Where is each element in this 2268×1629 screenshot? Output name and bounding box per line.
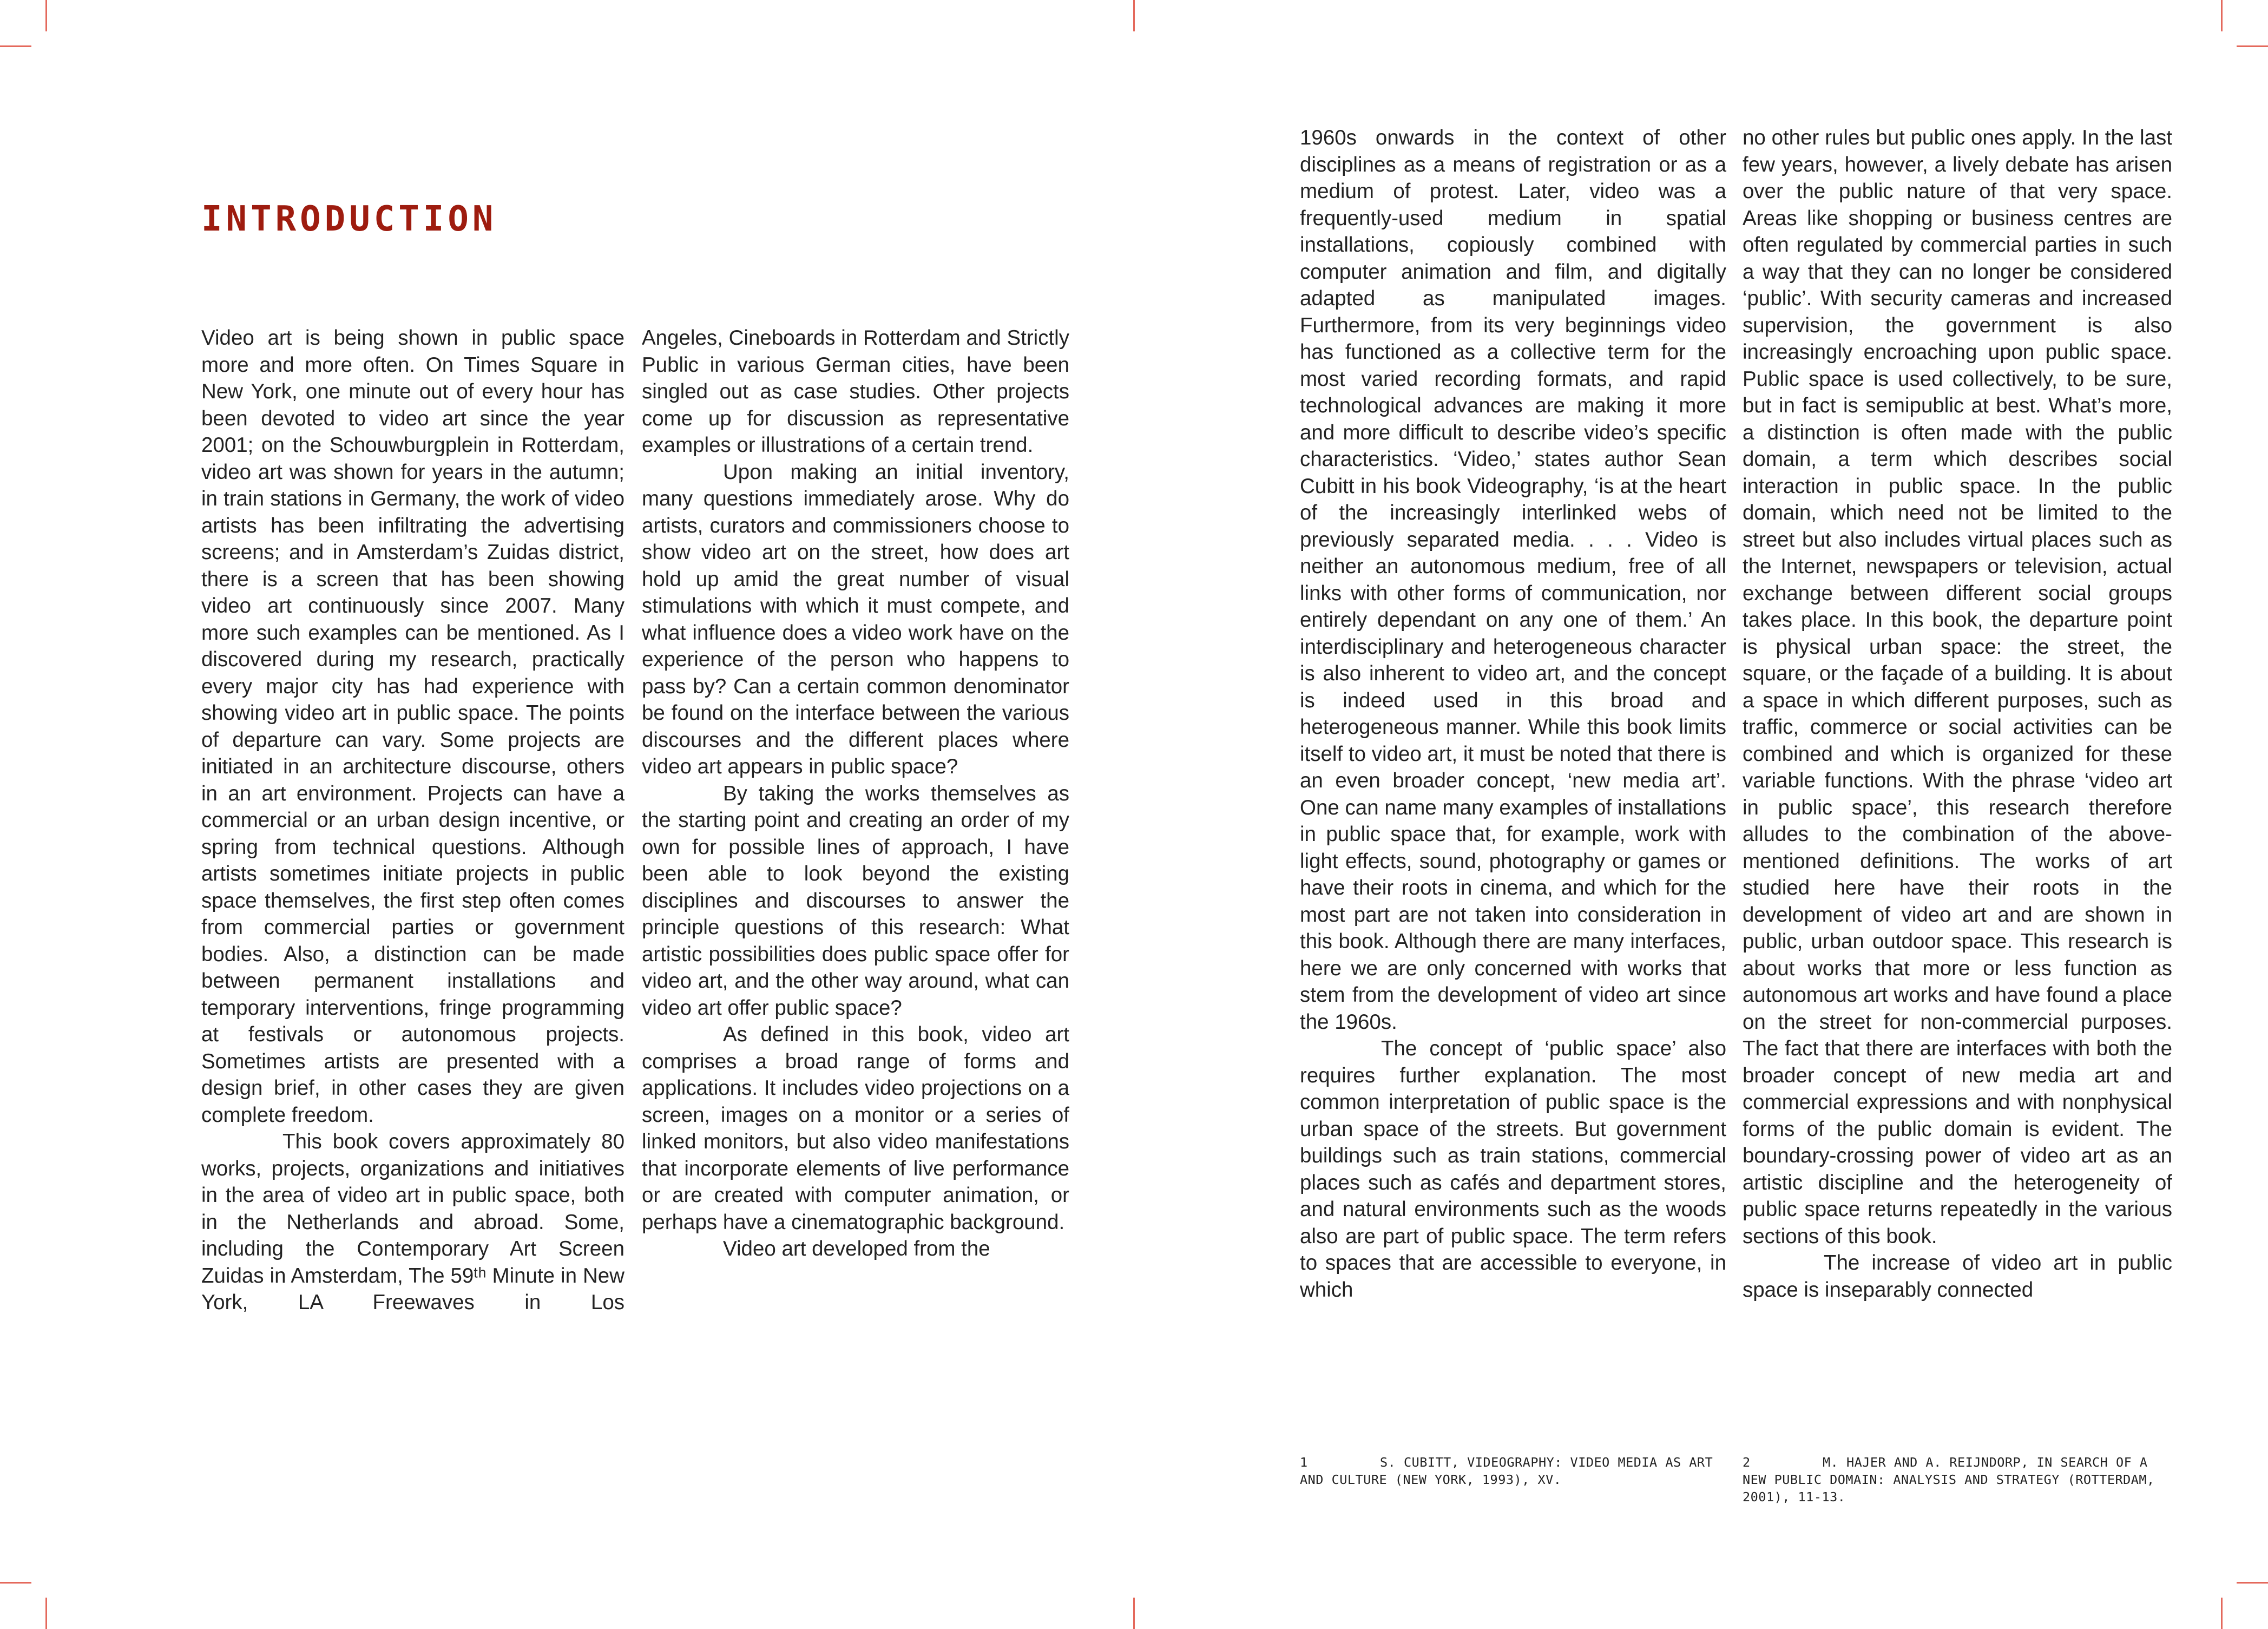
- text-column-left-2: [642, 325, 1069, 1263]
- paragraph: The increase of video art in public space is inseparably connected: [1743, 1251, 2172, 1302]
- paragraph: By taking the works themselves as the starting point and creating an order of my own for possible lines of approach, I have been able to look beyond the existing disciplines and discourses to answer the principle questions of this research: What artistic possibilities does public space offer for video art, and the other way around, what can video art offer public space?: [642, 781, 1069, 1020]
- paragraph: Angeles, Cineboards in Rotterdam and Strictly Public in various German cities, have been singled out as case studies. Other projects come up for discussion as representative examples or illustrations of a certain trend.: [642, 326, 1069, 457]
- footnote-1: [1300, 1454, 1726, 1488]
- paragraph: Video art developed from the: [723, 1237, 990, 1260]
- paragraph: Video art is being shown in public space more and more often. On Times Square in New York, one minute out of every hour has been devoted to video art since the year 2001; on the Schouwburgplein in Rotterdam, video art was shown for years in the autumn; in train stations in Germany, the work of video artists has been infiltrating the advertising screens; and in Amsterdam’s Zuidas district, there is a screen that has been showing video art continuously since 2007. Many more such examples can be mentioned. As I discovered during my research, practically every major city has had experience with showing video art in public space. The points of departure can vary. Some projects are initiated in an architecture discourse, others in an art environment. Projects can have a commercial or an urban design incentive, or spring from technical questions. Although artists sometimes initiate projects in public space themselves, the first step often comes from commercial parties or government bodies. Also, a distinction can be made between permanent installations and temporary interventions, fringe programming at festivals or autonomous projects. Sometimes artists are presented with a design brief, in other cases they are given complete freedom.: [201, 326, 624, 1127]
- text-column-right-2: [1743, 124, 2172, 1303]
- paragraph: Upon making an initial inventory, many questions immediately arose. Why do artists, curators and commissioners choose to show video art on the street, how does art hold up amid the great number of visual stimulations with which it must compete, and what influence does a video work have on the experience of the person who happens to pass by? Can a certain common denominator be found on the interface between the various discourses and the different places where video art appears in public space?: [642, 460, 1069, 778]
- chapter-title: INTRODUCTION: [201, 199, 497, 239]
- footnote-text: S. CUBITT, VIDEOGRAPHY: VIDEO MEDIA AS ART AND CULTURE (NEW YORK, 1993), XV.: [1300, 1455, 1713, 1487]
- text-column-right-1: [1300, 124, 1726, 1303]
- paragraph: 1960s onwards in the context of other disciplines as a means of registration or as a medium of protest. Later, video was a frequently-used medium in spatial installations, copiously combined with computer animation and film, and digitally adapted as manipulated images. Furthermore, from its very beginnings video has functioned as a collective term for the most varied recording formats, and rapid technological advances are making it more and more difficult to describe video’s specific characteristics. ‘Video,’ states author Sean Cubitt in his book Videography, ‘is at the heart of the increasingly interlinked webs of previously separated media. . . . Video is neither an autonomous medium, free of all links with other forms of communication, nor entirely dependant on any one of them.’ An interdisciplinary and heterogeneous character is also inherent to video art, and the concept is indeed used in this broad and heterogeneous manner. While this book limits itself to video art, it must be noted that there is an even broader concept, ‘new media art’. One can name many examples of installations in public space that, for example, work with light effects, sound, photography or games or have their roots in cinema, and which for the most part are not taken into consideration in this book. Although there are many interfaces, here we are only concerned with works that stem from the development of video art since the 1960s.: [1300, 126, 1726, 1034]
- footnote-number: 1: [1300, 1455, 1308, 1470]
- footnote-text: M. HAJER AND A. REIJNDORP, IN SEARCH OF A NEW PUBLIC DOMAIN: ANALYSIS AND STRATEGY (ROTTERDAM, 2001), 11-13.: [1743, 1455, 2155, 1505]
- text-column-left-1: [201, 325, 624, 1316]
- page-right: [1134, 0, 2268, 1629]
- footnote-number: 2: [1743, 1455, 1751, 1470]
- paragraph: The concept of ‘public space’ also requires further explanation. The most common interpretation of public space is the urban space of the streets. But government buildings such as train stations, commercial places such as cafés and department stores, and natural environments such as the woods also are part of public space. The term refers to spaces that are accessible to everyone, in which: [1300, 1037, 1726, 1302]
- paragraph: no other rules but public ones apply. In the last few years, however, a lively debate has arisen over the public nature of that very space. Areas like shopping or business centres are often regulated by commercial parties in such a way that they can no longer be considered ‘public’. With security cameras and increased supervision, the government is also increasingly encroaching upon public space. Public space is used collectively, to be sure, but in fact is semipublic at best. What’s more, a distinction is often made with the public domain, a term which describes social interaction in public space. In the public domain, which need not be limited to the street but also includes virtual places such as the Internet, newspapers or television, actual exchange between different social groups takes place. In this book, the departure point is physical urban space: the street, the square, or the façade of a building. It is about a space in which different purposes, such as traffic, commerce or social activities can be combined and which is organized for these variable functions. With the phrase ‘video art in public space’, this research therefore alludes to the combination of the above-mentioned definitions. The works of art studied here have their roots in the development of video art and are shown in public, urban outdoor space. This research is about works that more or less function as autonomous art works and have found a place on the street for non-commercial purposes. The fact that there are interfaces with both the broader concept of new media art and commercial expressions and with nonphysical forms of the public domain is evident. The boundary-crossing power of video art as an artistic discipline and the heterogeneity of public space returns repeatedly in the various sections of this book.: [1743, 126, 2172, 1248]
- footnote-2: [1743, 1454, 2172, 1506]
- paragraph: As defined in this book, video art comprises a broad range of forms and applications. It includes video projections on a screen, images on a monitor or a series of linked monitors, but also video manifestations that incorporate elements of live performance or are created with computer animation, or perhaps have a cinematographic background.: [642, 1023, 1069, 1234]
- paragraph: This book covers approximately 80 works, projects, organizations and initiatives in the area of video art in public space, both in the Netherlands and abroad. Some, including the Contemporary Art Screen Zuidas in Amsterdam, The 59ᵗʰ Minute in New York, LA Freewaves in Los: [201, 1130, 624, 1314]
